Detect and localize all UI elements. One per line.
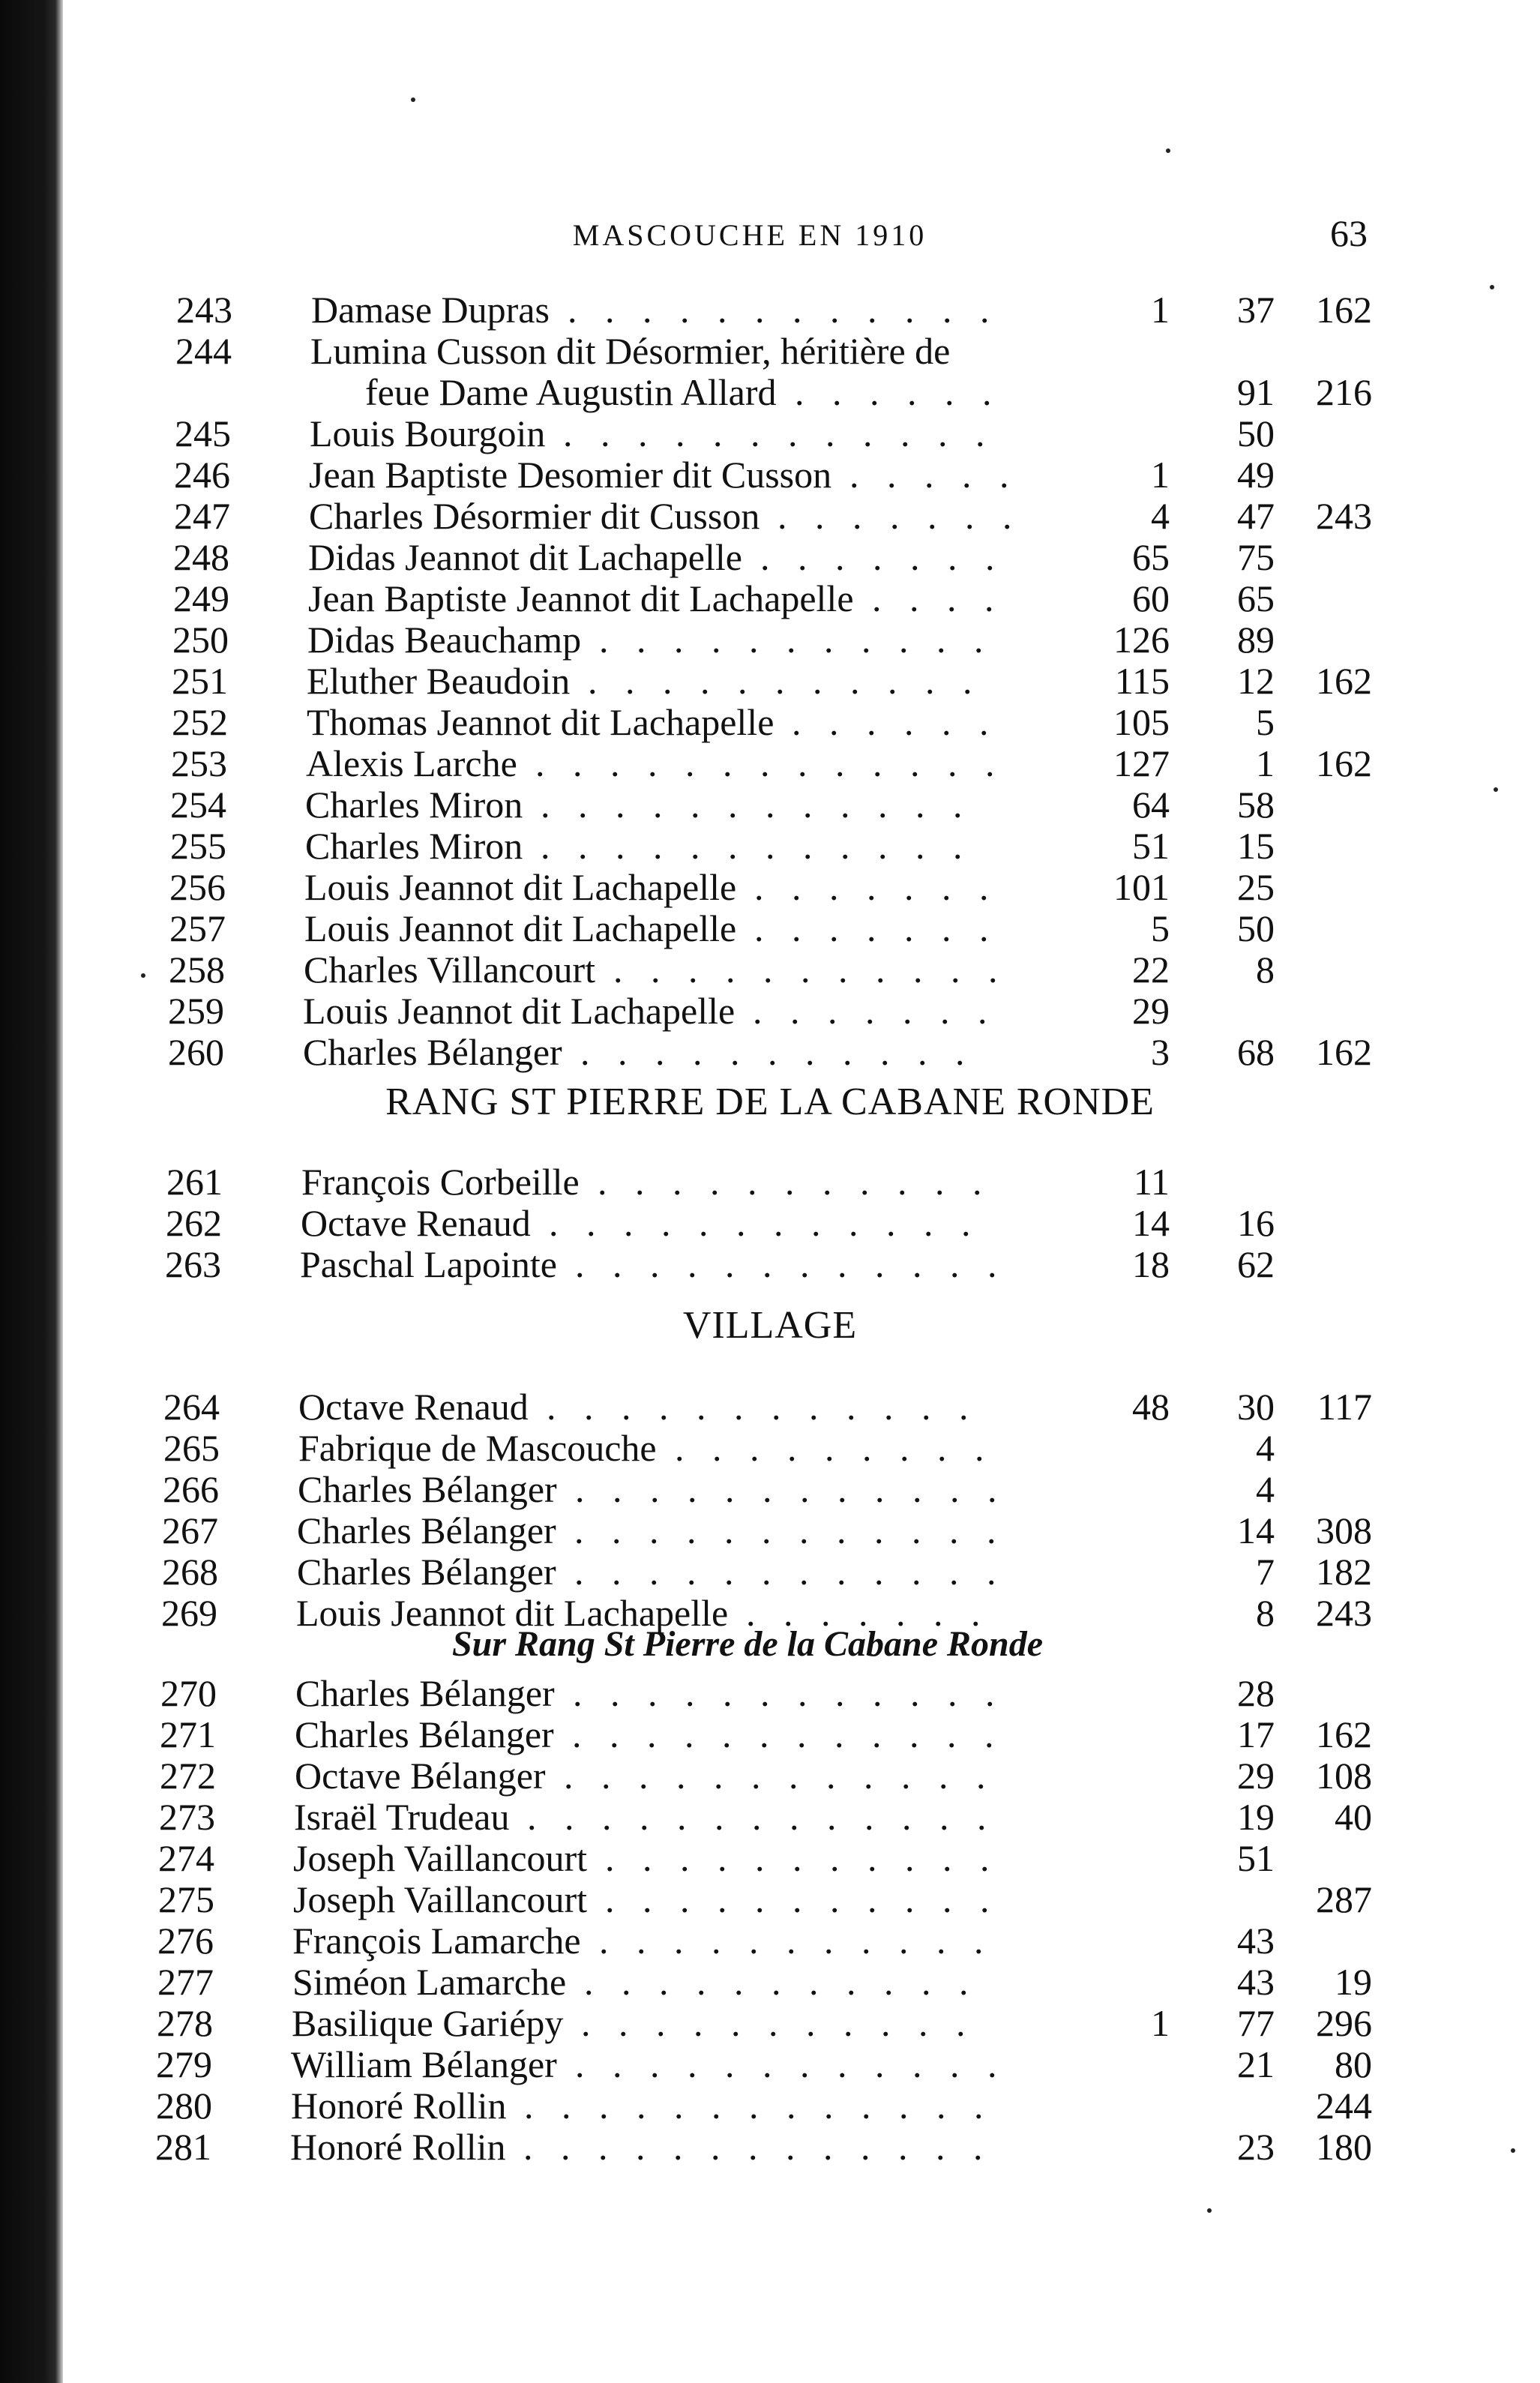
entry-value-c3: 40 xyxy=(1335,1796,1372,1838)
leader-dots: . . . . . . . . . . . . xyxy=(568,289,990,331)
entry-value-c3: 162 xyxy=(1316,289,1372,331)
entry-number: 275 xyxy=(158,1878,214,1920)
running-header-title: MASCOUCHE EN 1910 xyxy=(572,218,927,252)
print-speck xyxy=(1511,2148,1515,2153)
entry-value-c3: 162 xyxy=(1316,1713,1372,1755)
entry-number: 248 xyxy=(173,536,229,578)
entry-number: 279 xyxy=(156,2043,212,2085)
entry-name: Didas Jeannot dit Lachapelle xyxy=(308,536,742,578)
entry-number: 262 xyxy=(166,1202,222,1244)
entry-value-c3: 308 xyxy=(1316,1509,1372,1551)
entry-number: 247 xyxy=(174,495,230,537)
leader-dots: . . . . . . . xyxy=(753,990,987,1032)
entry-number: 270 xyxy=(160,1672,217,1714)
entry-name: Charles Bélanger xyxy=(295,1713,554,1755)
entry-value-c3: 216 xyxy=(1316,371,1372,413)
entry-value-c3: 162 xyxy=(1316,1031,1372,1073)
entry-number: 274 xyxy=(158,1837,214,1879)
entry-value-c2: 14 xyxy=(1237,1509,1275,1551)
entry-value-c1: 1 xyxy=(1151,289,1170,331)
entry-name: François Lamarche xyxy=(292,1920,581,1962)
entry-name: Siméon Lamarche xyxy=(292,1961,567,2003)
entry-name: Charles Bélanger xyxy=(297,1551,556,1593)
entry-value-c1: 11 xyxy=(1133,1161,1170,1203)
leader-dots: . . . . . . . . . . . xyxy=(599,1920,984,1962)
entry-number: 263 xyxy=(165,1243,221,1285)
entry-value-c1: 115 xyxy=(1114,660,1170,702)
entry-number: 254 xyxy=(170,784,226,826)
entry-number: 280 xyxy=(156,2085,212,2127)
entry-value-c1: 1 xyxy=(1151,2002,1170,2044)
leader-dots: . . . . . . . . . . . xyxy=(584,1961,969,2003)
entry-number: 277 xyxy=(157,1961,214,2003)
entry-value-c1: 126 xyxy=(1113,619,1170,661)
list-item xyxy=(0,1878,1540,1920)
entry-name: Louis Bourgoin xyxy=(310,412,546,454)
leader-dots: . . . . . . . . . . . . xyxy=(574,1509,996,1551)
entry-number: 256 xyxy=(169,866,226,908)
entry-value-c2: 19 xyxy=(1237,1796,1275,1838)
entry-value-c3: 296 xyxy=(1316,2002,1372,2044)
entry-number: 246 xyxy=(174,454,230,496)
entry-name: Joseph Vaillancourt xyxy=(293,1837,588,1879)
entry-name: Louis Jeannot dit Lachapelle xyxy=(296,1592,729,1634)
entry-name: Damase Dupras xyxy=(311,289,550,331)
entry-value-c3: 243 xyxy=(1316,495,1372,537)
entry-value-c2: 75 xyxy=(1237,536,1275,578)
entry-value-c2: 4 xyxy=(1256,1427,1275,1469)
leader-dots: . . . . . . . . . . . xyxy=(613,949,998,991)
entry-name: Charles Désormier dit Cusson xyxy=(309,495,760,537)
entry-number: 253 xyxy=(171,742,227,784)
leader-dots: . . . . . . . . . . . xyxy=(598,1161,982,1203)
entry-name: William Bélanger xyxy=(291,2043,557,2085)
leader-dots: . . . . . . . . . . . xyxy=(599,619,984,661)
entry-value-c1: 64 xyxy=(1132,784,1170,826)
leader-dots: . . . . . . . . . . . . xyxy=(575,2043,997,2085)
entry-value-c2: 8 xyxy=(1256,949,1275,991)
entry-value-c3: 244 xyxy=(1316,2085,1372,2127)
entry-name: Octave Renaud xyxy=(301,1202,531,1244)
list-item xyxy=(0,866,1540,908)
entry-name: Lumina Cusson dit Désormier, héritière de xyxy=(310,330,951,372)
print-speck xyxy=(411,97,415,102)
entry-value-c2: 49 xyxy=(1237,454,1275,496)
leader-dots: . . . . . . . . . . . xyxy=(605,1878,990,1920)
entry-value-c3: 162 xyxy=(1316,742,1372,784)
leader-dots: . . . . . . . . . . . . . xyxy=(535,742,995,784)
entry-value-c2: 23 xyxy=(1237,2126,1275,2168)
entry-value-c1: 48 xyxy=(1132,1386,1170,1428)
entry-value-c1: 60 xyxy=(1132,577,1170,619)
entry-value-c2: 65 xyxy=(1237,577,1275,619)
entry-value-c3: 162 xyxy=(1316,660,1372,702)
leader-dots: . . . . . . . . . . . . xyxy=(541,784,963,826)
list-item xyxy=(0,2126,1540,2168)
list-item xyxy=(0,1713,1540,1755)
leader-dots: . . . . . . . . . . . . xyxy=(549,1202,971,1244)
entry-name: Didas Beauchamp xyxy=(307,619,582,661)
entry-value-c1: 14 xyxy=(1132,1202,1170,1244)
list-item xyxy=(0,825,1540,867)
entry-name: Joseph Vaillancourt xyxy=(293,1878,588,1920)
list-item xyxy=(0,2043,1540,2085)
entry-value-c2: 30 xyxy=(1237,1386,1275,1428)
leader-dots: . . . . . . . . . . . . xyxy=(572,1713,994,1755)
list-item xyxy=(0,1427,1540,1469)
leader-dots: . . . . . . . . . . . . . xyxy=(524,2085,984,2127)
entry-name: Louis Jeannot dit Lachapelle xyxy=(304,866,737,908)
entry-name: Charles Bélanger xyxy=(298,1468,557,1510)
entry-number: 245 xyxy=(175,412,231,454)
entry-name: Charles Villancourt xyxy=(304,949,596,991)
list-item xyxy=(0,1755,1540,1797)
list-item xyxy=(0,619,1540,661)
entry-name: Thomas Jeannot dit Lachapelle xyxy=(307,701,774,743)
leader-dots: . . . . . . . xyxy=(746,1592,981,1634)
entry-value-c2: 25 xyxy=(1237,866,1275,908)
page-number: 63 xyxy=(1330,212,1368,254)
entry-name: Charles Bélanger xyxy=(297,1509,556,1551)
entry-number: 250 xyxy=(172,619,229,661)
print-speck xyxy=(1166,148,1170,153)
leader-dots: . . . . . . . xyxy=(760,536,995,578)
leader-dots: . . . . . . . . . . . . xyxy=(575,1468,997,1510)
entry-number: 258 xyxy=(169,949,225,991)
list-item xyxy=(0,1202,1540,1244)
entry-name: Honoré Rollin xyxy=(290,2126,506,2168)
entry-value-c2: 1 xyxy=(1256,742,1275,784)
entry-value-c2: 43 xyxy=(1237,1920,1275,1962)
entry-value-c1: 5 xyxy=(1151,907,1170,949)
leader-dots: . . . . . . . . . . . . xyxy=(564,1755,986,1797)
entry-name: Basilique Gariépy xyxy=(292,2002,564,2044)
entry-value-c1: 105 xyxy=(1113,701,1170,743)
entry-value-c3: 19 xyxy=(1335,1961,1372,2003)
entry-value-c1: 101 xyxy=(1113,866,1170,908)
entry-name: Louis Jeannot dit Lachapelle xyxy=(303,990,736,1032)
entry-number: 259 xyxy=(168,990,224,1032)
entry-number: 261 xyxy=(166,1161,223,1203)
entry-number: 268 xyxy=(162,1551,218,1593)
entry-value-c2: 77 xyxy=(1237,2002,1275,2044)
leader-dots: . . . . . . . . . . . . xyxy=(573,1672,995,1714)
entry-number: 271 xyxy=(160,1713,216,1755)
list-item xyxy=(0,1592,1540,1634)
list-item xyxy=(0,1672,1540,1714)
list-item xyxy=(0,784,1540,826)
entry-value-c3: 180 xyxy=(1316,2126,1372,2168)
list-item xyxy=(0,1551,1540,1593)
leader-dots: . . . . . . . xyxy=(754,907,989,949)
entry-value-c2: 62 xyxy=(1237,1243,1275,1285)
list-item xyxy=(0,1509,1540,1551)
entry-name: Honoré Rollin xyxy=(291,2085,507,2127)
entry-name: Louis Jeannot dit Lachapelle xyxy=(304,907,737,949)
entry-value-c2: 29 xyxy=(1237,1755,1275,1797)
entry-name: Fabrique de Mascouche xyxy=(298,1427,657,1469)
list-item xyxy=(0,2085,1540,2127)
list-item xyxy=(0,2002,1540,2044)
leader-dots: . . . . . . . . . . . xyxy=(605,1837,990,1879)
entry-number: 278 xyxy=(157,2002,213,2044)
list-item xyxy=(0,1920,1540,1962)
print-speck xyxy=(1207,2208,1212,2213)
entry-number: 252 xyxy=(172,701,228,743)
entry-number: 260 xyxy=(168,1031,224,1073)
list-item xyxy=(0,1243,1540,1285)
entry-name: Charles Miron xyxy=(305,784,523,826)
entry-value-c3: 182 xyxy=(1316,1551,1372,1593)
entry-value-c1: 29 xyxy=(1132,990,1170,1032)
entry-value-c2: 21 xyxy=(1237,2043,1275,2085)
entry-value-c1: 22 xyxy=(1132,949,1170,991)
list-item xyxy=(0,577,1540,619)
list-item xyxy=(0,660,1540,702)
leader-dots: . . . . . . . . . . . . xyxy=(574,1551,996,1593)
print-speck xyxy=(1494,787,1498,792)
entry-name: François Corbeille xyxy=(301,1161,580,1203)
list-item xyxy=(0,1468,1540,1510)
entry-name: feue Dame Augustin Allard xyxy=(365,371,777,413)
entry-value-c3: 80 xyxy=(1335,2043,1372,2085)
entry-value-c2: 4 xyxy=(1256,1468,1275,1510)
entry-value-c3: 108 xyxy=(1316,1755,1372,1797)
entry-number: 266 xyxy=(163,1468,219,1510)
section-heading-village: VILLAGE xyxy=(682,1304,858,1347)
leader-dots: . . . . . . . . . . . . . xyxy=(523,2126,983,2168)
entry-name: Octave Renaud xyxy=(298,1386,529,1428)
entry-value-c2: 47 xyxy=(1237,495,1275,537)
leader-dots: . . . . . . . . . . . . xyxy=(547,1386,969,1428)
list-item xyxy=(0,1386,1540,1428)
list-item xyxy=(0,990,1540,1032)
entry-value-c2: 91 xyxy=(1237,371,1275,413)
entry-name: Eluther Beaudoin xyxy=(307,660,571,702)
leader-dots: . . . . . . xyxy=(795,371,992,413)
list-item xyxy=(0,371,1540,413)
entry-number: 273 xyxy=(159,1796,215,1838)
entry-value-c2: 50 xyxy=(1237,907,1275,949)
entry-name: Charles Bélanger xyxy=(303,1031,562,1073)
list-item xyxy=(0,949,1540,991)
entry-value-c1: 4 xyxy=(1151,495,1170,537)
entry-value-c2: 12 xyxy=(1237,660,1275,702)
entry-name: Paschal Lapointe xyxy=(300,1243,557,1285)
leader-dots: . . . . . . . . . . . xyxy=(580,1031,965,1073)
entry-name: Charles Bélanger xyxy=(295,1672,555,1714)
entry-value-c3: 117 xyxy=(1317,1386,1372,1428)
list-item xyxy=(0,1961,1540,2003)
entry-value-c2: 8 xyxy=(1256,1592,1275,1634)
entry-value-c3: 287 xyxy=(1316,1878,1372,1920)
list-item xyxy=(0,907,1540,949)
entry-value-c1: 65 xyxy=(1132,536,1170,578)
entry-value-c2: 43 xyxy=(1237,1961,1275,2003)
entry-number: 267 xyxy=(162,1509,218,1551)
leader-dots: . . . . . . . xyxy=(777,495,1012,537)
section-heading-rang: RANG ST PIERRE DE LA CABANE RONDE xyxy=(385,1081,1155,1123)
entry-number: 251 xyxy=(172,660,228,702)
list-item xyxy=(0,1031,1540,1073)
entry-value-c1: 3 xyxy=(1151,1031,1170,1073)
entry-number: 244 xyxy=(175,330,232,372)
leader-dots: . . . . . . . . . xyxy=(675,1427,984,1469)
entry-value-c2: 5 xyxy=(1256,701,1275,743)
entry-value-c2: 89 xyxy=(1237,619,1275,661)
entry-number: 276 xyxy=(157,1920,214,1962)
entry-value-c1: 1 xyxy=(1151,454,1170,496)
entry-value-c2: 7 xyxy=(1256,1551,1275,1593)
leader-dots: . . . . . . . xyxy=(754,866,989,908)
entry-number: 243 xyxy=(176,289,232,331)
leader-dots: . . . . xyxy=(872,577,994,619)
entry-value-c2: 68 xyxy=(1237,1031,1275,1073)
leader-dots: . . . . . . . . . . . . xyxy=(575,1243,997,1285)
entry-value-c2: 51 xyxy=(1237,1837,1275,1879)
leader-dots: . . . . . . . . . . . xyxy=(581,2002,966,2044)
entry-value-c1: 127 xyxy=(1113,742,1170,784)
subsection-heading-sur-rang: Sur Rang St Pierre de la Cabane Ronde xyxy=(451,1624,1044,1664)
list-item xyxy=(0,454,1540,496)
entry-value-c2: 15 xyxy=(1237,825,1275,867)
list-item xyxy=(0,289,1540,331)
entry-value-c3: 243 xyxy=(1316,1592,1372,1634)
entry-name: Jean Baptiste Jeannot dit Lachapelle xyxy=(308,577,854,619)
leader-dots: . . . . . . . . . . . xyxy=(588,660,972,702)
entry-number: 264 xyxy=(163,1386,220,1428)
entry-value-c2: 28 xyxy=(1237,1672,1275,1714)
list-item xyxy=(0,1161,1540,1203)
list-item xyxy=(0,412,1540,454)
list-item xyxy=(0,701,1540,743)
entry-number: 249 xyxy=(173,577,229,619)
list-item xyxy=(0,1796,1540,1838)
entry-name: Charles Miron xyxy=(305,825,523,867)
entry-number: 281 xyxy=(155,2126,211,2168)
entry-number: 272 xyxy=(160,1755,216,1797)
list-item xyxy=(0,536,1540,578)
print-speck xyxy=(141,973,145,978)
leader-dots: . . . . . . . . . . . . xyxy=(563,412,985,454)
entry-value-c2: 58 xyxy=(1237,784,1275,826)
entry-number: 255 xyxy=(170,825,226,867)
entry-value-c1: 18 xyxy=(1132,1243,1170,1285)
list-item xyxy=(0,330,1540,372)
entry-name: Israël Trudeau xyxy=(294,1796,510,1838)
leader-dots: . . . . . . xyxy=(792,701,989,743)
leader-dots: . . . . . . . . . . . . xyxy=(541,825,963,867)
entry-number: 257 xyxy=(169,907,226,949)
list-item xyxy=(0,1837,1540,1879)
leader-dots: . . . . . xyxy=(849,454,1009,496)
leader-dots: . . . . . . . . . . . . . xyxy=(527,1796,987,1838)
entry-name: Alexis Larche xyxy=(306,742,517,784)
list-item xyxy=(0,742,1540,784)
entry-value-c2: 37 xyxy=(1237,289,1275,331)
entry-number: 269 xyxy=(161,1592,217,1634)
list-item xyxy=(0,495,1540,537)
entry-value-c1: 51 xyxy=(1132,825,1170,867)
entry-value-c2: 16 xyxy=(1237,1202,1275,1244)
print-speck xyxy=(1490,285,1494,289)
entry-name: Jean Baptiste Desomier dit Cusson xyxy=(309,454,832,496)
entry-number: 265 xyxy=(163,1427,220,1469)
entry-name: Octave Bélanger xyxy=(295,1755,546,1797)
entry-value-c2: 17 xyxy=(1237,1713,1275,1755)
entry-value-c2: 50 xyxy=(1237,412,1275,454)
